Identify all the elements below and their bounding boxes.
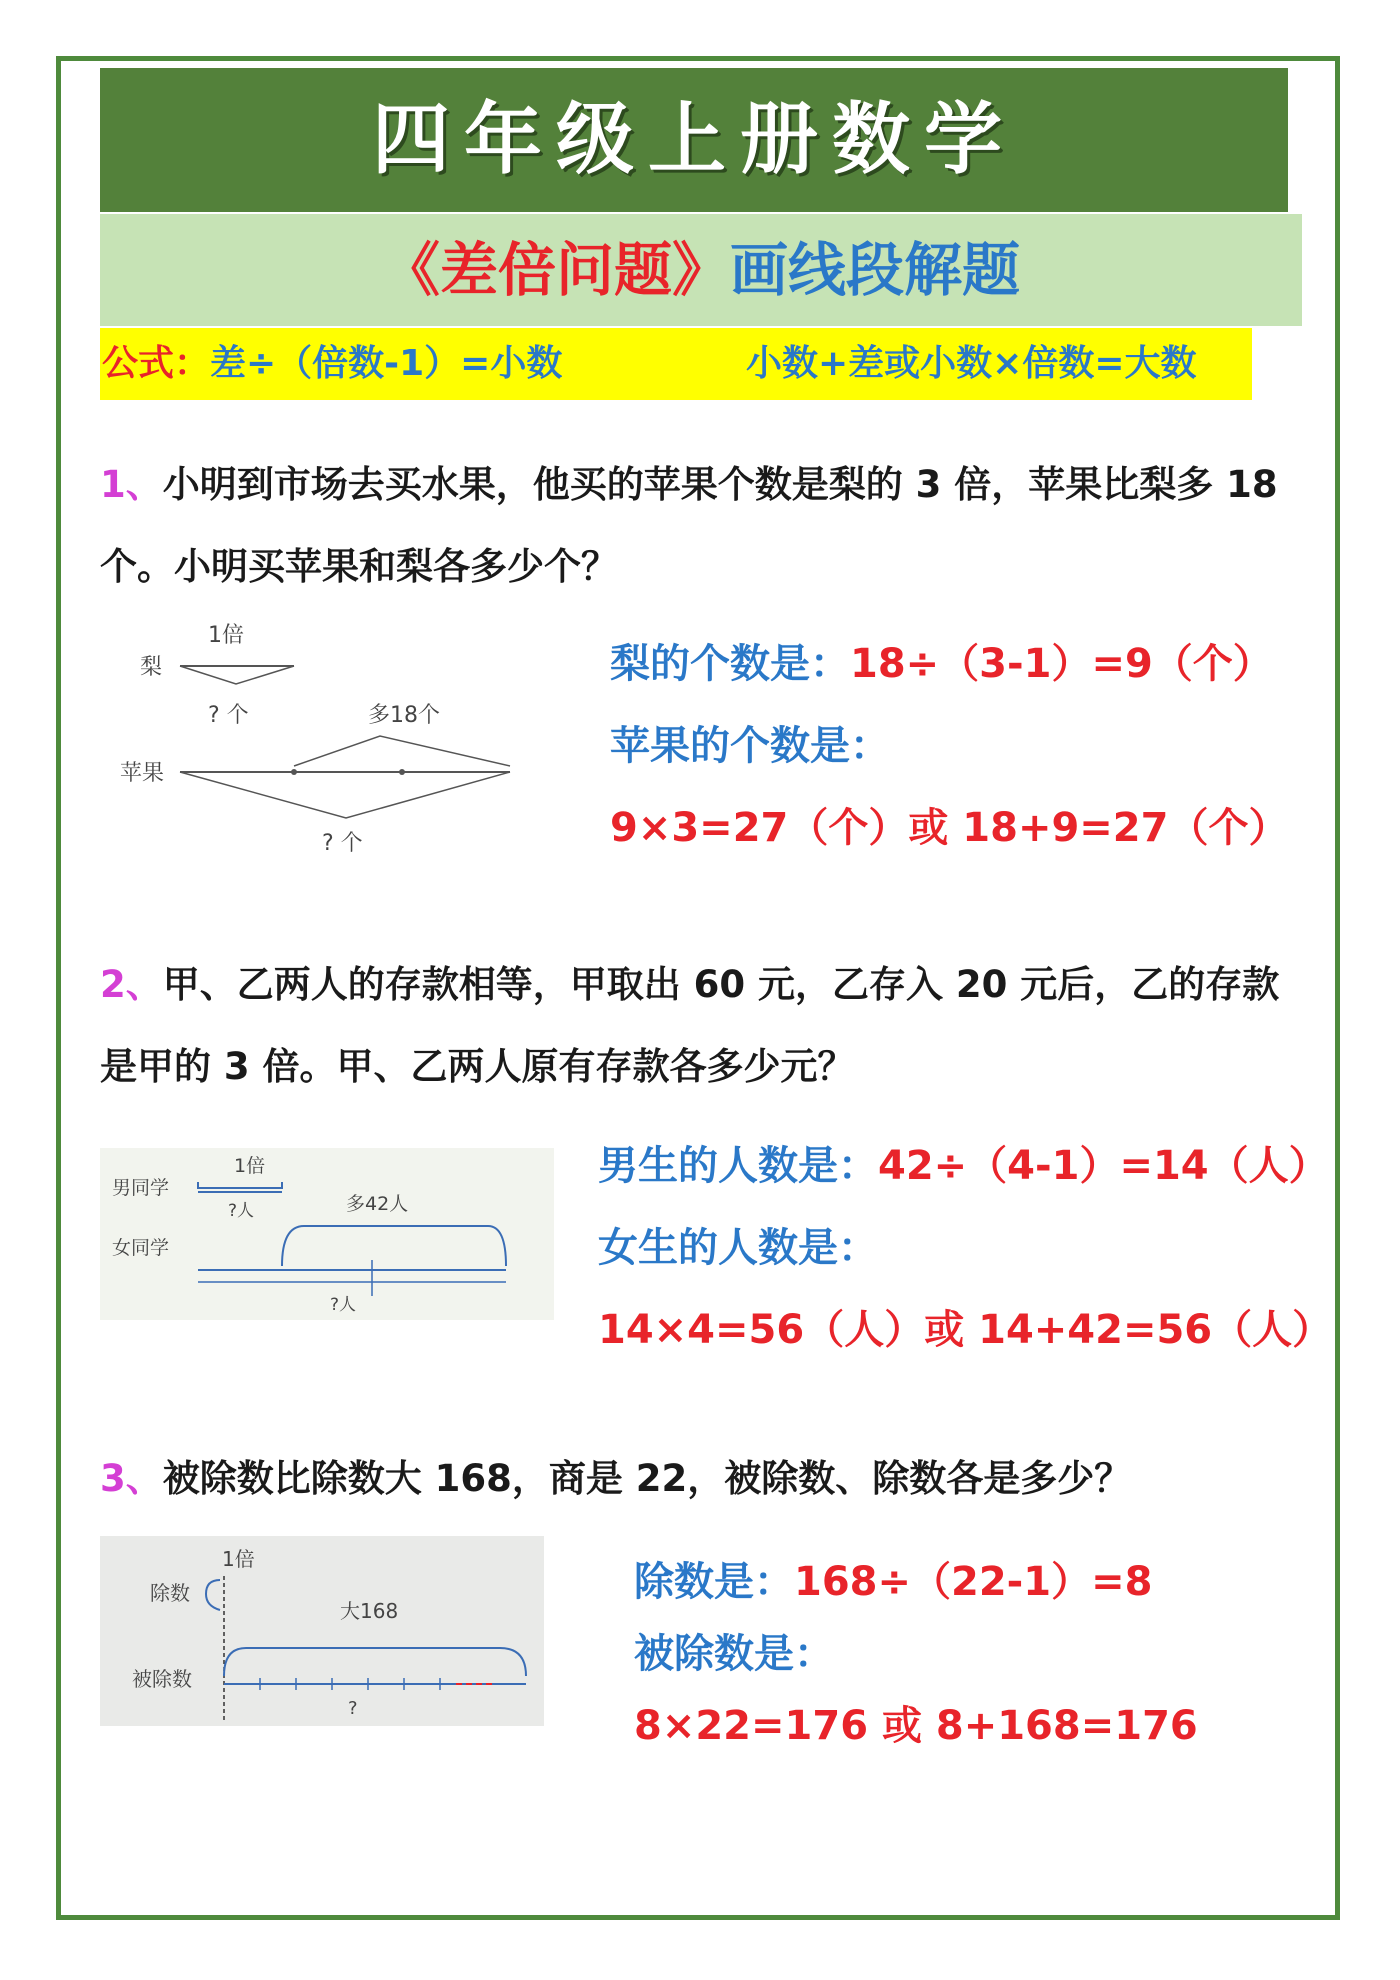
diagram-1-total-brace bbox=[180, 772, 510, 818]
problem-1-answer-1: 梨的个数是：18÷（3-1）=9（个） bbox=[610, 641, 1273, 687]
diagram-3-top-brace bbox=[206, 1580, 220, 1610]
problem-3-answer-1: 除数是：168÷（22-1）=8 bbox=[634, 1559, 1153, 1605]
formula-label: 公式： bbox=[102, 343, 211, 384]
problem-2-answer-3: 14×4=56（人）或 14+42=56（人） bbox=[598, 1307, 1333, 1353]
page-title: 四年级上册数学 bbox=[100, 68, 1288, 212]
formula-bar bbox=[100, 328, 1252, 400]
diagram-1-row1-label: 梨 bbox=[140, 655, 163, 680]
diagram-3-row1-label: 除数 bbox=[150, 1581, 190, 1605]
subtitle bbox=[100, 214, 1302, 326]
diagram-2-diff-brace bbox=[282, 1226, 506, 1266]
problem-1-answer-3: 9×3=27（个）或 18+9=27（个） bbox=[610, 805, 1289, 851]
problem-2-answer-1: 男生的人数是：42÷（4-1）=14（人） bbox=[598, 1143, 1329, 1189]
diagram-1-bottom-q: ? 个 bbox=[322, 831, 363, 856]
problem-3-answer-2: 被除数是： bbox=[634, 1631, 834, 1677]
problem-1-number: 1、 bbox=[100, 463, 163, 506]
problem-2-diagram bbox=[100, 1148, 554, 1320]
diagram-2-row2-label: 女同学 bbox=[112, 1237, 170, 1259]
formula-left: 差÷（倍数-1）=小数 bbox=[210, 343, 563, 384]
diagram-3-top-label: 1倍 bbox=[222, 1547, 255, 1571]
problem-2-question bbox=[100, 944, 1310, 1108]
problem-3-text: 被除数比除数大 168，商是 22，被除数、除数各是多少？ bbox=[162, 1457, 1132, 1500]
diagram-1-brace bbox=[180, 666, 294, 684]
diagram-2-mid-q: ?人 bbox=[228, 1201, 255, 1221]
diagram-2-bottom-q: ?人 bbox=[330, 1295, 357, 1315]
problem-3-answer-3: 8×22=176 或 8+168=176 bbox=[634, 1703, 1198, 1749]
subtitle-method: 画线段解题 bbox=[730, 236, 1021, 304]
problem-3-number: 3、 bbox=[100, 1457, 163, 1500]
subtitle-topic: 《差倍问题》 bbox=[381, 236, 730, 304]
problem-2-answer-2: 女生的人数是： bbox=[598, 1225, 878, 1271]
diagram-3-bottom-q: ? bbox=[348, 1698, 358, 1719]
diagram-2-diff-label: 多42人 bbox=[346, 1193, 409, 1215]
problem-3-line-diagram bbox=[100, 1536, 544, 1726]
formula-right: 小数+差或小数×倍数=大数 bbox=[746, 343, 1197, 384]
problem-2-text: 甲、乙两人的存款相等，甲取出 60 元，乙存入 20 元后，乙的存款是甲的 3 倍。甲、乙两人原有存款各多少元？ bbox=[100, 963, 1280, 1088]
diagram-3-diff-brace bbox=[224, 1648, 526, 1676]
diagram-3-row2-label: 被除数 bbox=[132, 1667, 192, 1691]
diagram-3-diff-label: 大168 bbox=[340, 1599, 399, 1623]
problem-1-text: 小明到市场去买水果，他买的苹果个数是梨的 3 倍，苹果比梨多 18 个。小明买苹果和梨各多少个？ bbox=[100, 463, 1278, 588]
diagram-1-diff-label: 多18个 bbox=[368, 703, 440, 728]
diagram-1-top-label: 1倍 bbox=[208, 623, 244, 648]
diagram-2-row1-label: 男同学 bbox=[112, 1177, 170, 1199]
problem-1-question bbox=[100, 444, 1310, 608]
diagram-1-diff-brace bbox=[294, 736, 510, 766]
problem-1-diagram bbox=[108, 618, 548, 858]
diagram-1-mid-q: ? 个 bbox=[208, 703, 249, 728]
diagram-1-row2-label: 苹果 bbox=[120, 761, 165, 786]
problem-1-line-diagram bbox=[108, 618, 548, 858]
problem-3-question bbox=[100, 1438, 1310, 1520]
problem-1-answer-2: 苹果的个数是： bbox=[610, 723, 890, 769]
diagram-2-top-brace bbox=[198, 1182, 282, 1188]
problem-2-line-diagram bbox=[100, 1148, 554, 1320]
problem-2-number: 2、 bbox=[100, 963, 163, 1006]
diagram-2-top-label: 1倍 bbox=[234, 1155, 266, 1177]
problem-3-diagram bbox=[100, 1536, 544, 1726]
